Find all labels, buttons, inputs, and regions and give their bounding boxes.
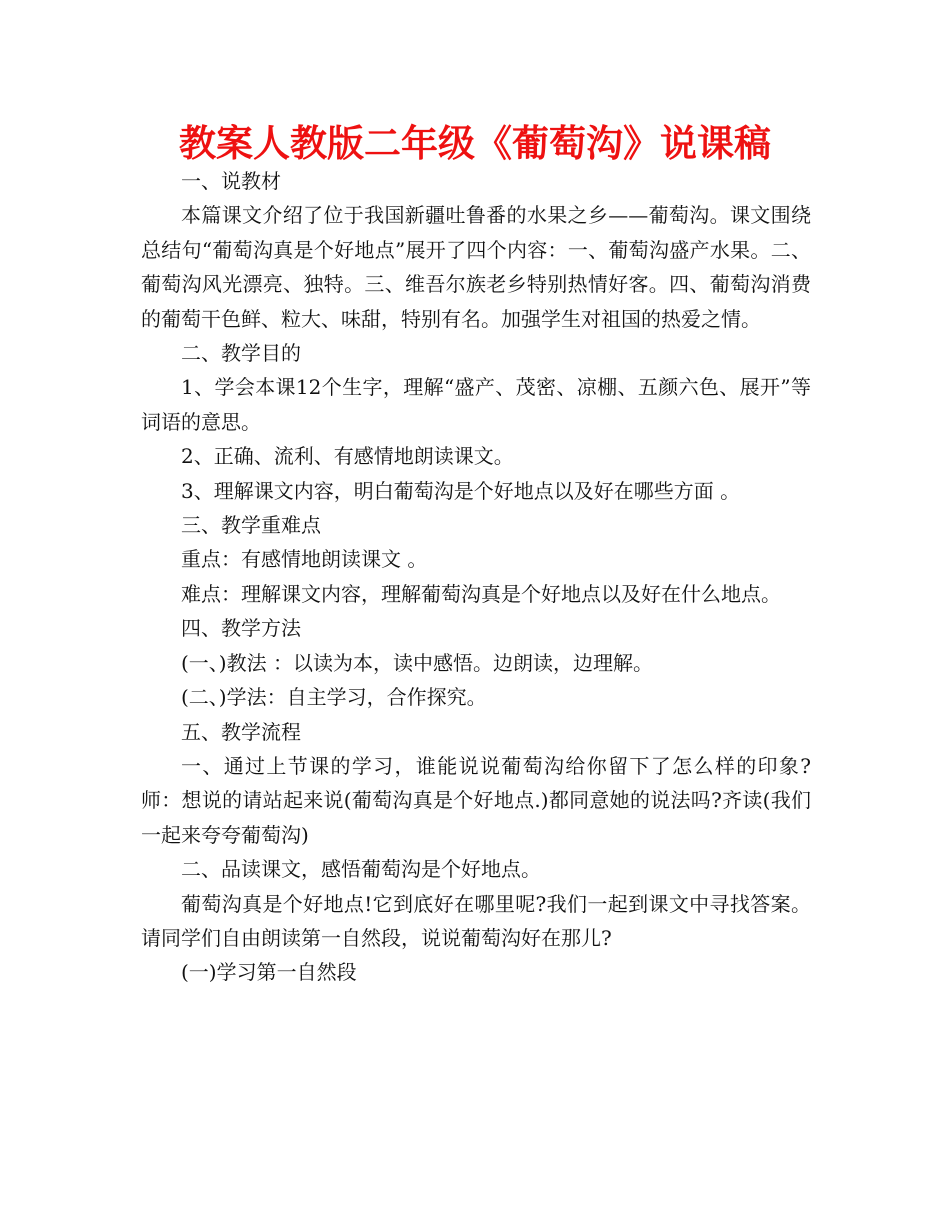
process-paragraph: 葡萄沟真是个好地点!它到底好在哪里呢?我们一起到课文中寻找答案。请同学们自由朗读第一自然段，说说葡萄沟好在那儿?	[141, 891, 811, 950]
document-body	[141, 164, 811, 990]
heading-teaching-process: 五、教学流程	[181, 719, 301, 744]
goal-item-2: 2、正确、流利、有感情地朗读课文。	[181, 444, 514, 469]
heading-key-points: 三、教学重难点	[181, 513, 321, 538]
heading-textbook: 一、说教材	[181, 169, 281, 193]
goal-item-1: 1、学会本课12个生字，理解“盛产、茂密、凉棚、五颜六色、展开”等词语的意思。	[141, 375, 811, 434]
method-teaching: (一、)教法 ：以读为本，读中感悟。边朗读，边理解。	[181, 650, 653, 675]
heading-teaching-methods: 四、教学方法	[181, 616, 301, 641]
paragraph-textbook-intro: 本篇课文介绍了位于我国新疆吐鲁番的水果之乡——葡萄沟。课文围绕总结句“葡萄沟真是个好地点”展开了四个内容：一、葡萄沟盛产水果。二、葡萄沟风光漂亮、独特。三、维吾尔族老乡特别热情好客。四、葡萄沟消费的葡萄干色鲜、粒大、味甜，特别有名。加强学生对祖国的热爱之情。	[141, 203, 811, 331]
process-step-1: 一、通过上节课的学习，谁能说说葡萄沟给你留下了怎么样的印象?师：想说的请站起来说(葡萄沟真是个好地点.)都同意她的说法吗?齐读(我们一起来夸夸葡萄沟)	[141, 753, 811, 847]
goal-item-3: 3、理解课文内容，明白葡萄沟是个好地点以及好在哪些方面 。	[181, 478, 741, 503]
process-subheading: (一)学习第一自然段	[181, 960, 357, 985]
method-learning: (二、)学法：自主学习，合作探究。	[181, 685, 487, 710]
difficult-point: 难点：理解课文内容，理解葡萄沟真是个好地点以及好在什么地点。	[181, 581, 781, 606]
key-point: 重点：有感情地朗读课文 。	[181, 547, 428, 572]
process-step-2: 二、品读课文，感悟葡萄沟是个好地点。	[181, 857, 541, 882]
document-title: 教案人教版二年级《葡萄沟》说课稿	[179, 122, 771, 165]
heading-teaching-goals: 二、教学目的	[181, 341, 301, 366]
